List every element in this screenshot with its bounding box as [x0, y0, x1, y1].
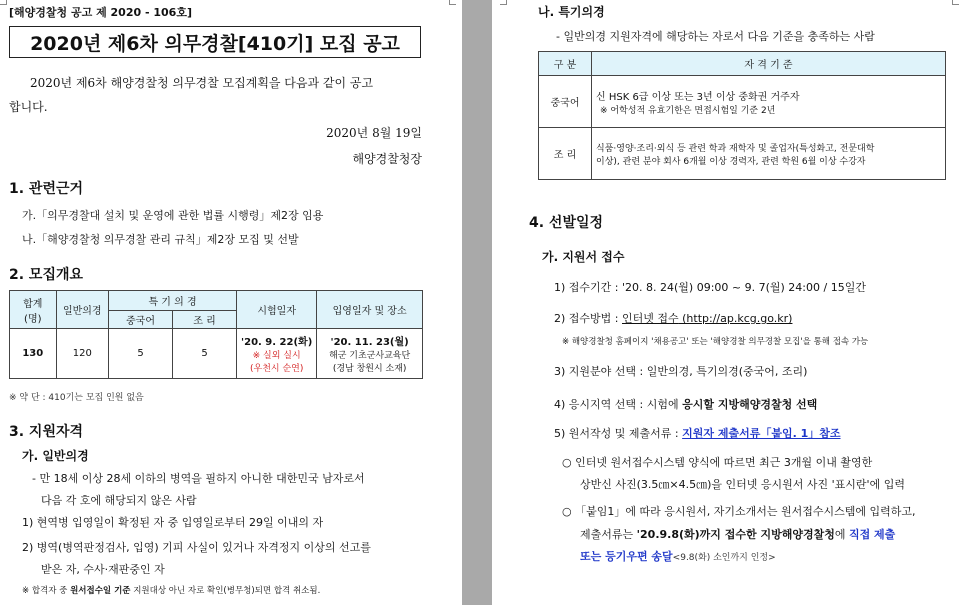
row-cook-cat: 조 리 [539, 128, 592, 180]
document-page-right [492, 0, 959, 605]
crop-mark-icon [500, 0, 507, 5]
enlist-place-1: 해군 기초군사교육단 [329, 351, 411, 361]
exam-date: '20. 9. 22(화) [241, 337, 313, 348]
issuer: 해양경찰청장 [352, 152, 422, 166]
qual-line-5: 받은 자, 수사·재판중인 자 [41, 563, 165, 576]
qual-line-3: 1) 현역병 입영일이 확정된 자 중 입영일로부터 29일 이내의 자 [22, 516, 324, 529]
th-cook: 조 리 [173, 311, 237, 329]
submit-note-line1: ○ 「붙임1」에 따라 응시원서, 자기소개서는 원서접수시스템에 입력하고, [562, 505, 916, 518]
photo-note-line2: 상반신 사진(3.5㎝×4.5㎝)을 인터넷 응시원서 사진 '표시란'에 입력 [580, 478, 905, 491]
qual-line-1: - 만 18세 이상 28세 이하의 병역을 필하지 아니한 대한민국 남자로서 [32, 472, 365, 485]
recruit-table [9, 290, 423, 379]
th-exam: 시험일자 [237, 291, 317, 329]
exam-note-1: ※ 실외 실시 [252, 351, 301, 361]
th-total-line2: (명) [24, 313, 42, 325]
photo-note-line1: ○ 인터넷 원서접수시스템 양식에 따르면 최근 3개월 이내 촬영한 [562, 456, 873, 469]
submit-note-mid: 에 [834, 528, 849, 541]
submit-note-mail: 또는 등기우편 송달 [580, 550, 673, 563]
qual-note-post: 지원대상 아닌 자로 확인(병무청)되면 합격 취소됨. [130, 586, 321, 596]
special-criteria-table [538, 51, 946, 180]
cell-total: 130 [10, 329, 57, 379]
th-special: 특 기 의 경 [108, 291, 236, 311]
page-title: 2020년 제6차 의무경찰[410기] 모집 공고 [30, 32, 400, 55]
section-2-heading: 2. 모집개요 [9, 267, 84, 283]
notice-number: [해양경찰청 공고 제 2020 - 106호] [9, 6, 192, 19]
item-documents-label: 5) 원서작성 및 제출서류 : [554, 427, 683, 440]
crop-mark-icon [0, 0, 7, 5]
online-application-link[interactable]: 인터넷 접수 [622, 312, 679, 325]
submit-note-postmark: <9.8(화) 소인까지 인정> [672, 553, 776, 563]
application-subheading: 가. 지원서 접수 [542, 250, 625, 264]
special-police-desc: - 일반의경 지원자격에 해당하는 자로서 다음 기준을 충족하는 사람 [556, 30, 875, 43]
qual-note-bold: 원서접수일 기준 [70, 586, 131, 596]
section-4-heading: 4. 선발일정 [529, 215, 604, 231]
notice-date: 2020년 8월 19일 [326, 126, 422, 140]
intro-line-2: 합니다. [9, 100, 48, 114]
section-3-heading: 3. 지원자격 [9, 424, 84, 440]
basis-item-a: 가.「의무경찰대 설치 및 운영에 관한 법률 시행령」제2장 임용 [22, 209, 324, 222]
item-method-note: ※ 해양경찰청 홈페이지 '채용공고' 또는 '해양경찰 의무경찰 모집'을 통해 접속 가능 [562, 337, 869, 347]
submit-note-line2 [580, 526, 895, 542]
basis-item-b: 나.「해양경찰청 의무경찰 관리 규칙」제2장 모집 및 선발 [22, 233, 299, 246]
submit-note-deadline: '20.9.8(화)까지 접수한 지방해양경찰청 [636, 528, 835, 541]
row-chinese-crit [592, 76, 946, 128]
enlist-place-2: (경남 창원시 소재) [332, 364, 407, 374]
crop-mark-icon [952, 0, 959, 5]
qual-note [22, 584, 320, 596]
submit-note-line3 [580, 548, 776, 564]
th-general: 일반의경 [56, 291, 108, 329]
item-method [554, 310, 792, 326]
item-period: 1) 접수기간 : '20. 8. 24(월) 09:00 ~ 9. 7(월) 24:00 / 15일간 [554, 281, 866, 294]
title-box [9, 26, 421, 58]
item-region-label: 4) 응시지역 선택 : 시험에 [554, 398, 683, 411]
crop-mark-icon [449, 0, 456, 5]
row-chinese-line2: ※ 어학성적 유효기한은 면접시험일 기준 2년 [600, 105, 776, 116]
general-police-subheading: 가. 일반의경 [22, 449, 89, 463]
section-1-heading: 1. 관련근거 [9, 181, 84, 197]
submit-note-pre: 제출서류는 [580, 528, 637, 541]
item-method-label: 2) 접수방법 : [554, 312, 622, 325]
exam-note-2: (우천시 순연) [249, 364, 304, 374]
submit-note-direct: 직접 제출 [848, 528, 896, 541]
item-region [554, 396, 817, 412]
special-police-subheading: 나. 특기의경 [538, 5, 605, 19]
document-page-left [0, 0, 462, 605]
cell-chinese: 5 [108, 329, 172, 379]
row-cook-line1: 식품·영양·조리·외식 등 관련 학과 재학자 및 졸업자(특성화고, 전문대학 [596, 143, 875, 154]
row-chinese-line1: 신 HSK 6급 이상 또는 3년 이상 중화권 거주자 [596, 91, 800, 103]
th-total [10, 291, 57, 329]
th-category: 구 분 [539, 52, 592, 76]
cell-exam [237, 329, 317, 379]
attachment-reference-link[interactable]: 지원자 제출서류「붙임. 1」참조 [682, 427, 841, 440]
item-field: 3) 지원분야 선택 : 일반의경, 특기의경(중국어, 조리) [554, 365, 808, 378]
th-criteria: 자 격 기 준 [592, 52, 946, 76]
item-documents [554, 425, 841, 441]
qual-note-pre: ※ 합격자 중 [22, 586, 71, 596]
qual-line-4: 2) 병역(병역판정검사, 입영) 기피 사실이 있거나 자격정지 이상의 선고를 [22, 541, 371, 554]
qual-line-2: 다음 각 호에 해당되지 않은 사람 [41, 494, 197, 507]
cell-cook: 5 [173, 329, 237, 379]
th-chinese: 중국어 [108, 311, 172, 329]
intro-line-1: 2020년 제6차 해양경찰청 의무경찰 모집계획을 다음과 같이 공고 [30, 76, 374, 90]
th-total-line1: 합계 [23, 298, 43, 310]
application-url-link[interactable]: (http://ap.kcg.go.kr) [678, 312, 793, 325]
row-cook-crit [592, 128, 946, 180]
cell-enlist [317, 329, 423, 379]
item-region-bold: 응시할 지방해양경찰청 선택 [682, 398, 818, 411]
table-note: ※ 약 단 : 410기는 모집 인원 없음 [9, 393, 144, 403]
row-cook-line2: 이상), 관련 분야 회사 6개월 이상 경력자, 관련 학원 6월 이상 수강자 [596, 156, 866, 167]
cell-general: 120 [56, 329, 108, 379]
row-chinese-cat: 중국어 [539, 76, 592, 128]
enlist-date: '20. 11. 23(월) [330, 337, 409, 348]
th-enlist: 입영일자 및 장소 [317, 291, 423, 329]
